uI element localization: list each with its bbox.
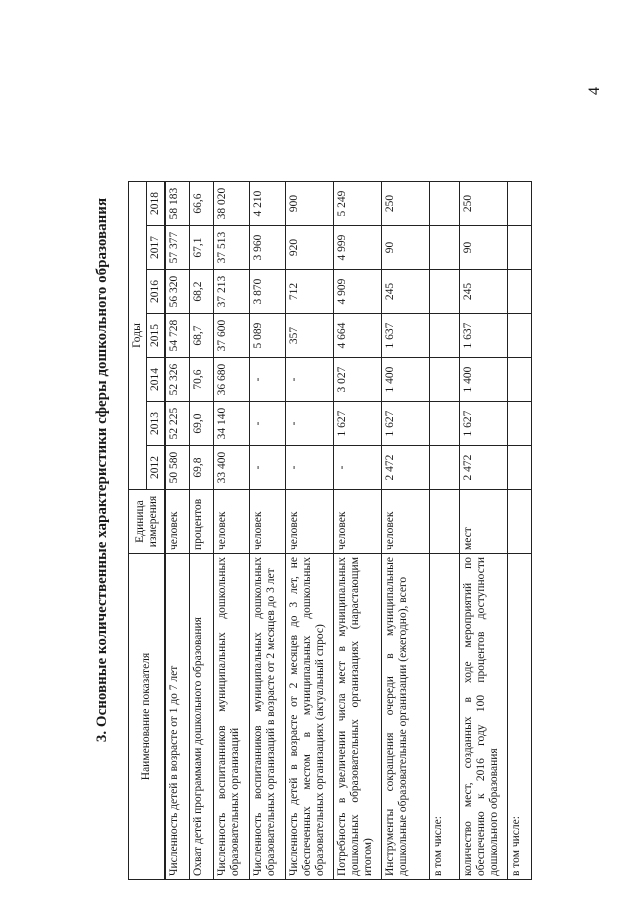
header-years-group: Годы	[129, 182, 147, 490]
year-value-cell: 1 627	[382, 402, 430, 446]
table-row	[286, 182, 334, 880]
indicator-name: Потребность в увеличении числа мест в муниципальных дошкольных образовательных организациях (нарастающим итогом)	[334, 554, 382, 880]
header-year: 2018	[147, 182, 165, 226]
year-value-cell: 54 728	[166, 314, 190, 358]
table-row	[460, 182, 508, 880]
indicator-unit: человек	[286, 490, 334, 554]
year-value-cell: -	[286, 446, 334, 490]
table-container	[128, 181, 532, 880]
year-value-cell	[508, 182, 532, 226]
year-value-cell: 250	[460, 182, 508, 226]
year-value-cell: 2 472	[460, 446, 508, 490]
table-row	[166, 182, 190, 880]
header-year: 2015	[147, 314, 165, 358]
year-value-cell: 3 027	[334, 358, 382, 402]
year-value-cell	[508, 226, 532, 270]
year-value-cell: 38 020	[214, 182, 250, 226]
year-value-cell	[508, 314, 532, 358]
header-year: 2016	[147, 270, 165, 314]
indicator-unit	[508, 490, 532, 554]
year-value-cell	[430, 446, 460, 490]
year-value-cell: 4 909	[334, 270, 382, 314]
year-value-cell: 68,7	[190, 314, 214, 358]
year-value-cell	[508, 446, 532, 490]
table-row	[334, 182, 382, 880]
year-value-cell: 1 637	[460, 314, 508, 358]
indicator-unit: человек	[334, 490, 382, 554]
indicator-name: Численность детей в возрасте от 1 до 7 лет	[166, 554, 190, 880]
year-value-cell: 58 183	[166, 182, 190, 226]
indicator-unit: процентов	[190, 490, 214, 554]
header-year: 2014	[147, 358, 165, 402]
year-value-cell: -	[250, 358, 286, 402]
year-value-cell: 4 664	[334, 314, 382, 358]
indicator-unit: человек	[214, 490, 250, 554]
indicator-unit: человек	[250, 490, 286, 554]
year-value-cell: 1 400	[460, 358, 508, 402]
year-value-cell	[430, 270, 460, 314]
indicator-name: Инструменты сокращения очереди в муниципальные дошкольные образовательные организации (ежегодно), всего	[382, 554, 430, 880]
year-value-cell: 57 377	[166, 226, 190, 270]
indicator-unit: человек	[382, 490, 430, 554]
year-value-cell: 90	[460, 226, 508, 270]
year-value-cell: 3 870	[250, 270, 286, 314]
year-value-cell	[430, 182, 460, 226]
year-value-cell: 4 210	[250, 182, 286, 226]
year-value-cell: -	[334, 446, 382, 490]
table-row	[508, 182, 532, 880]
year-value-cell: 245	[382, 270, 430, 314]
year-value-cell	[430, 358, 460, 402]
year-value-cell: -	[250, 402, 286, 446]
year-value-cell: 357	[286, 314, 334, 358]
year-value-cell: -	[286, 358, 334, 402]
year-value-cell: 68,2	[190, 270, 214, 314]
year-value-cell: 90	[382, 226, 430, 270]
year-value-cell: 69,8	[190, 446, 214, 490]
indicator-name: Численность воспитанников муниципальных дошкольных образовательных организаций в возрасте от 2 месяцев до 3 лет	[250, 554, 286, 880]
indicator-name: Охват детей программами дошкольного образования	[190, 554, 214, 880]
page-number: 4	[586, 87, 603, 95]
year-value-cell: -	[250, 446, 286, 490]
year-value-cell: 4 999	[334, 226, 382, 270]
year-value-cell: 1 627	[334, 402, 382, 446]
indicator-unit	[430, 490, 460, 554]
year-value-cell: 2 472	[382, 446, 430, 490]
document-title: 3. Основные количественные характеристики сферы дошкольного образования	[94, 197, 110, 743]
year-value-cell: 920	[286, 226, 334, 270]
year-value-cell: 1 627	[460, 402, 508, 446]
year-value-cell: 1 400	[382, 358, 430, 402]
table-row	[430, 182, 460, 880]
table-row	[214, 182, 250, 880]
indicator-name: в том числе:	[430, 554, 460, 880]
table-row	[382, 182, 430, 880]
year-value-cell	[508, 358, 532, 402]
table-body	[166, 182, 532, 880]
table-row	[190, 182, 214, 880]
year-value-cell	[430, 314, 460, 358]
year-value-cell: 900	[286, 182, 334, 226]
year-value-cell	[430, 226, 460, 270]
indicator-name: Численность детей в возрасте от 2 месяцев до 3 лет, не обеспеченных местом в муниципальных дошкольных образовательных организациях (актуальный спрос)	[286, 554, 334, 880]
year-value-cell: 37 600	[214, 314, 250, 358]
indicator-unit: человек	[166, 490, 190, 554]
year-value-cell: 37 213	[214, 270, 250, 314]
year-value-cell: -	[286, 402, 334, 446]
year-value-cell: 56 320	[166, 270, 190, 314]
year-value-cell: 1 637	[382, 314, 430, 358]
year-value-cell: 36 680	[214, 358, 250, 402]
year-value-cell	[508, 270, 532, 314]
year-value-cell: 34 140	[214, 402, 250, 446]
header-year: 2017	[147, 226, 165, 270]
indicator-unit: мест	[460, 490, 508, 554]
year-value-cell: 245	[460, 270, 508, 314]
year-value-cell: 37 513	[214, 226, 250, 270]
year-value-cell: 712	[286, 270, 334, 314]
indicator-name: Численность воспитанников муниципальных дошкольных образовательных организаций	[214, 554, 250, 880]
year-value-cell: 33 400	[214, 446, 250, 490]
rotated-page-content	[92, 60, 622, 880]
table-row	[250, 182, 286, 880]
header-year: 2012	[147, 446, 165, 490]
indicator-name: количество мест, созданных в ходе мероприятий по обеспечению к 2016 году 100 процентов доступности дошкольного образования	[460, 554, 508, 880]
year-value-cell: 3 960	[250, 226, 286, 270]
indicator-name: в том числе:	[508, 554, 532, 880]
year-value-cell: 66,6	[190, 182, 214, 226]
year-value-cell: 5 089	[250, 314, 286, 358]
year-value-cell	[508, 402, 532, 446]
year-value-cell: 67,1	[190, 226, 214, 270]
year-value-cell: 50 580	[166, 446, 190, 490]
header-year: 2013	[147, 402, 165, 446]
year-value-cell: 52 326	[166, 358, 190, 402]
header-unit: Единица измерения	[129, 490, 165, 554]
year-value-cell: 69,0	[190, 402, 214, 446]
year-value-cell: 5 249	[334, 182, 382, 226]
year-value-cell: 70,6	[190, 358, 214, 402]
header-name: Наименование показателя	[129, 554, 165, 880]
year-value-cell	[430, 402, 460, 446]
year-value-cell: 52 225	[166, 402, 190, 446]
year-value-cell: 250	[382, 182, 430, 226]
characteristics-table	[128, 181, 532, 880]
